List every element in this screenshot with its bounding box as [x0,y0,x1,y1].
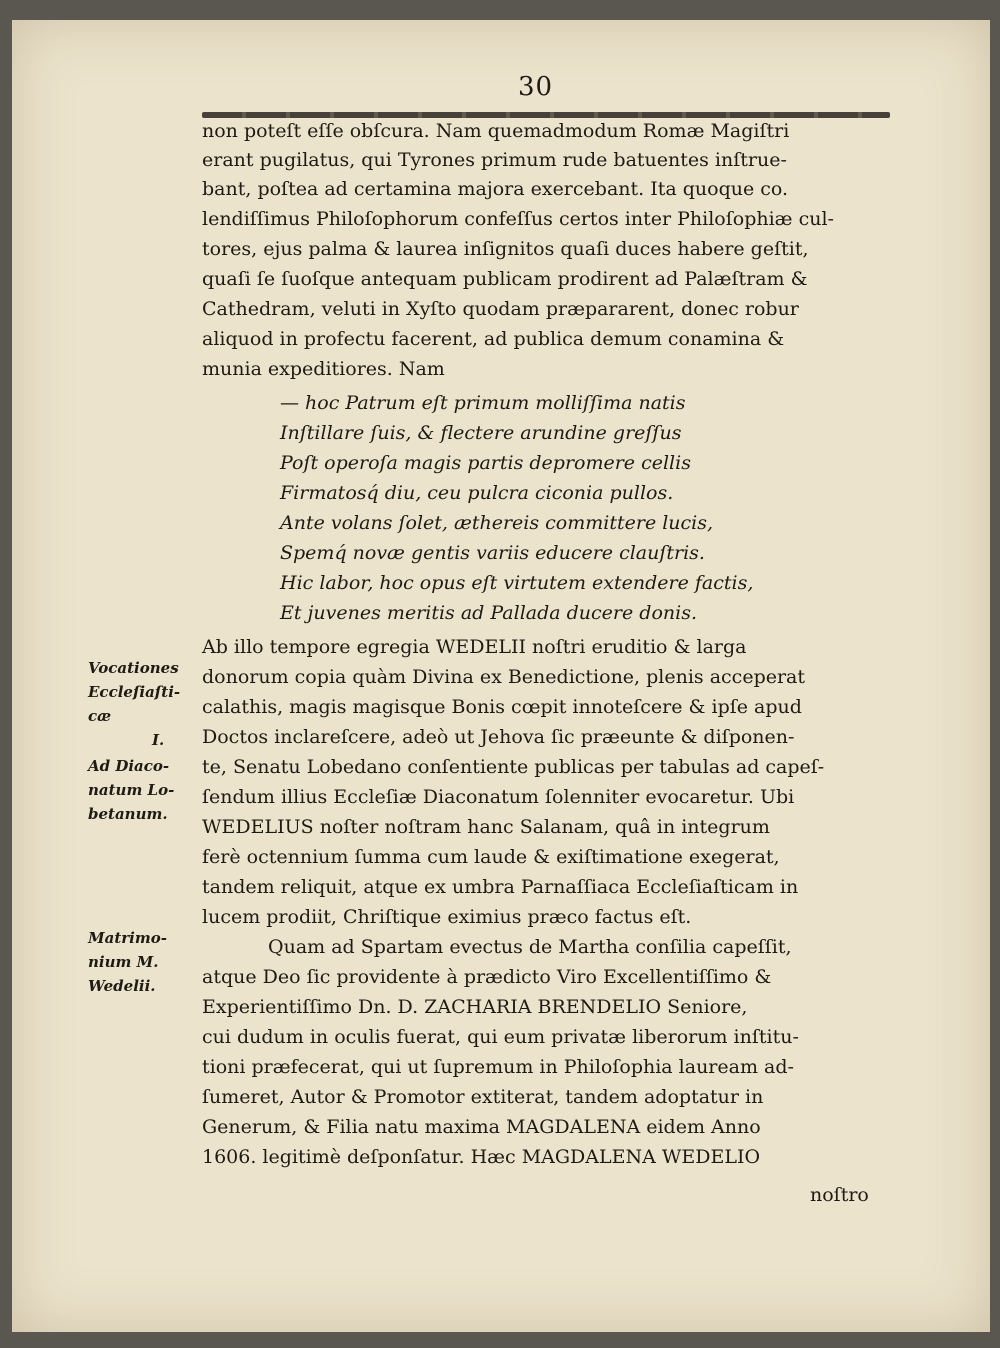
text-line: non poteſt eſſe obſcura. Nam quemadmodum Romæ Magiſtri [202,120,790,142]
margin-note: nium M. [88,953,159,971]
verse-line: Inſtillare ſuis, & flectere arundine greſſus [280,422,682,444]
verse-line: Spemq́ novæ gentis variis educere clauſtris. [280,542,705,564]
page-number: 30 [518,72,554,102]
text-line: ſumeret, Autor & Promotor extiterat, tandem adoptatur in [202,1086,764,1108]
margin-note: Ad Diaco- [88,757,170,775]
text-line: aliquod in profectu facerent, ad publica demum conamina & [202,328,785,350]
margin-note: I. [152,731,165,749]
text-line: Experientiſſimo Dn. D. ZACHARIA BRENDELIO Seniore, [202,996,748,1018]
margin-note: betanum. [88,805,168,823]
margin-note: Vocationes [88,659,179,677]
book-page [12,20,990,1332]
text-line: Generum, & Filia natu maxima MAGDALENA eidem Anno [202,1116,761,1138]
text-line: calathis, magis magisque Bonis cœpit innoteſcere & ipſe apud [202,696,802,718]
margin-note: cæ [88,707,112,725]
margin-note: Wedelii. [88,977,156,995]
catchword: noſtro [810,1184,869,1206]
text-line: atque Deo ſic providente à prædicto Viro Excellentiſſimo & [202,966,772,988]
text-line: tioni præfecerat, qui ut ſupremum in Philoſophia lauream ad- [202,1056,794,1078]
text-line: donorum copia quàm Divina ex Benedictione, plenis acceperat [202,666,806,688]
verse-line: Ante volans ſolet, æthereis committere lucis, [280,512,714,534]
text-line: te, Senatu Lobedano conſentiente publicas per tabulas ad capeſ- [202,756,825,778]
text-line: Cathedram, veluti in Xyſto quodam præpararent, donec robur [202,298,799,320]
text-line: Doctos inclareſcere, adeò ut Jehova ſic præeunte & diſponen- [202,726,795,748]
text-line: bant, poſtea ad certamina majora exercebant. Ita quoque co. [202,178,789,200]
verse-line: Poſt operoſa magis partis depromere cellis [280,452,691,474]
verse-line: — hoc Patrum eſt primum molliſſima natis [280,392,686,414]
verse-line: Et juvenes meritis ad Pallada ducere donis. [280,602,697,624]
text-line: erant pugilatus, qui Tyrones primum rude batuentes inſtrue- [202,149,787,171]
text-line: lendiſſimus Philoſophorum confeſſus certos inter Philoſophiæ cul- [202,208,834,230]
margin-note: Matrimo- [88,929,167,947]
verse-line: Firmatosq́ diu, ceu pulcra ciconia pullos. [280,482,674,504]
text-line: ſendum illius Eccleſiæ Diaconatum ſolenniter evocaretur. Ubi [202,786,795,808]
text-line: WEDELIUS noſter noſtram hanc Salanam, quâ in integrum [202,816,770,838]
text-line: Ab illo tempore egregia WEDELII noſtri eruditio & larga [202,636,747,658]
text-line: cui dudum in oculis fuerat, qui eum privatæ liberorum inſtitu- [202,1026,799,1048]
text-line: Quam ad Spartam evectus de Martha conſilia capeſſit, [268,936,792,958]
text-line: tores, ejus palma & laurea inſignitos quaſi duces habere geſtit, [202,238,809,260]
text-line: quaſi ſe ſuoſque antequam publicam prodirent ad Palæſtram & [202,268,808,290]
text-line: tandem reliquit, atque ex umbra Parnaſſiaca Eccleſiaſticam in [202,876,799,898]
text-line: ferè octennium ſumma cum laude & exiſtimatione exegerat, [202,846,780,868]
text-line: lucem prodiit, Chriſtique eximius præco factus eſt. [202,906,692,928]
verse-line: Hic labor, hoc opus eſt virtutem extendere factis, [280,572,754,594]
text-line: munia expeditiores. Nam [202,358,445,380]
text-line: 1606. legitimè deſponſatur. Hæc MAGDALENA WEDELIO [202,1146,761,1168]
margin-note: Eccleſiaſti- [88,683,181,701]
margin-note: natum Lo- [88,781,175,799]
